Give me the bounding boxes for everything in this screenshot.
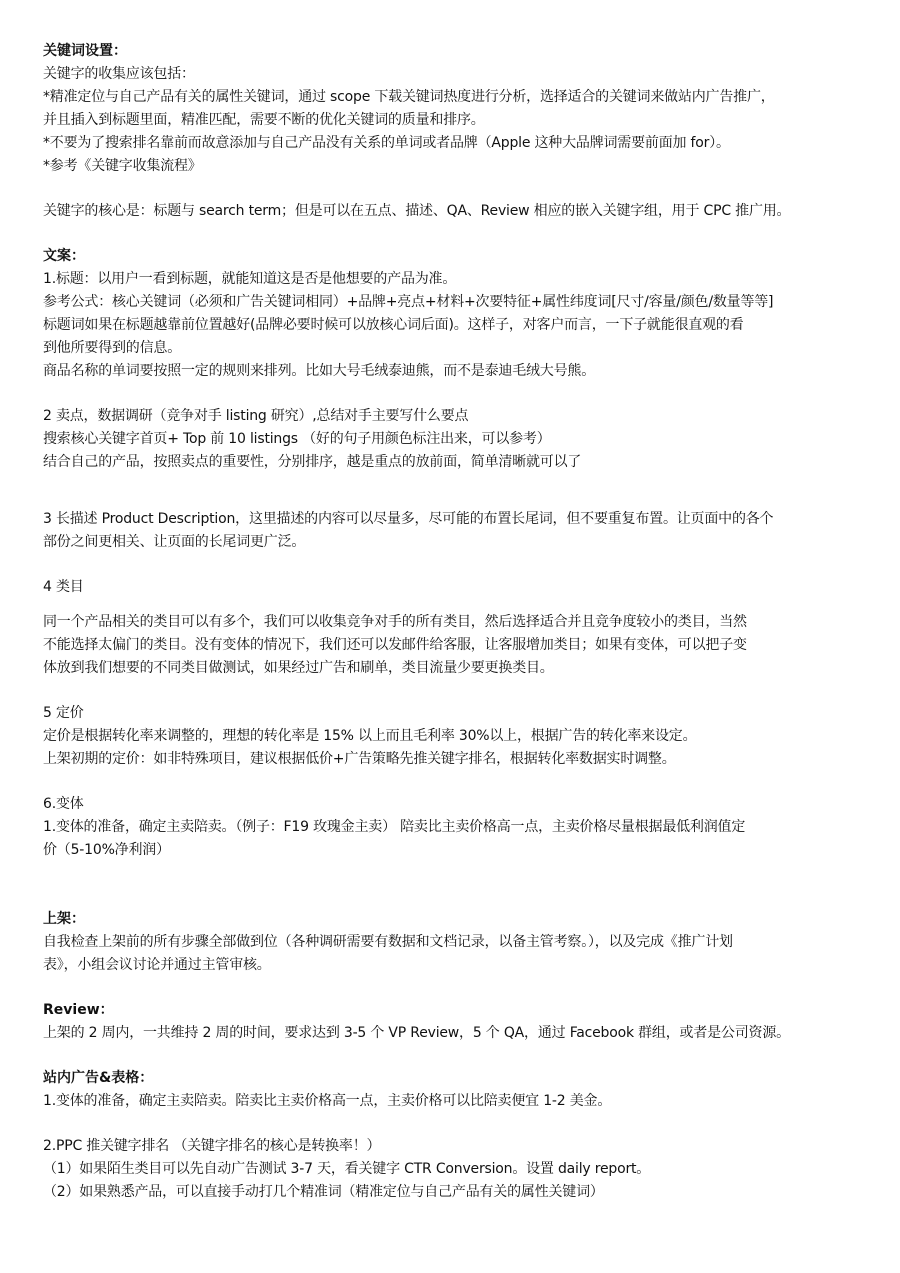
copy-selling-line: 2 卖点，数据调研（竞争对手 listing 研究）,总结对手主要写什么要点 xyxy=(43,408,469,424)
copy-pricing-line: 上架初期的定价：如非特殊项目，建议根据低价+广告策略先推关键字排名，根据转化率数据实时调整。 xyxy=(43,751,676,767)
copy-description-line: 3 长描述 Product Description，这里描述的内容可以尽量多，尽可能的布置长尾词，但不要重复布置。让页面中的各个 xyxy=(43,511,774,527)
copy-title-line: 1.标题：以用户一看到标题，就能知道这是否是他想要的产品为准。 xyxy=(43,271,457,287)
ads-ppc-line: （2）如果熟悉产品，可以直接手动打几个精准词（精准定位与自己产品有关的属性关键词） xyxy=(43,1184,604,1200)
ads-heading: 站内广告&表格： xyxy=(43,1070,154,1086)
copy-category-title: 4 类目 xyxy=(43,579,84,595)
copy-formula-line: 到他所要得到的信息。 xyxy=(43,340,181,356)
copy-naming-line: 商品名称的单词要按照一定的规则来排列。比如大号毛绒泰迪熊，而不是泰迪毛绒大号熊。 xyxy=(43,363,595,379)
copy-formula-line: 参考公式：核心关键词（必须和广告关键词相同）+品牌+亮点+材料+次要特征+属性纬度词[尺寸/容量/颜色/数量等等] xyxy=(43,294,774,310)
keywords-line: 并且插入到标题里面，精准匹配，需要不断的优化关键词的质量和排序。 xyxy=(43,112,485,128)
keywords-line: *参考《关键字收集流程》 xyxy=(43,158,202,174)
copy-category-line: 同一个产品相关的类目可以有多个，我们可以收集竞争对手的所有类目，然后选择适合并且竞争度较小的类目，当然 xyxy=(43,614,747,630)
review-line: 上架的 2 周内，一共维持 2 周的时间，要求达到 3-5 个 VP Review，5 个 QA，通过 Facebook 群组，或者是公司资源。 xyxy=(43,1025,790,1041)
document-body xyxy=(43,40,873,1204)
ads-variant-line: 1.变体的准备，确定主卖陪卖。陪卖比主卖价格高一点，主卖价格可以比陪卖便宜 1-2 美金。 xyxy=(43,1093,612,1109)
copy-variant-title: 6.变体 xyxy=(43,796,84,812)
launch-line: 自我检查上架前的所有步骤全部做到位（各种调研需要有数据和文档记录，以备主管考察。），以及完成《推广计划 xyxy=(43,934,733,950)
keywords-core-line: 关键字的核心是：标题与 search term；但是可以在五点、描述、QA、Review 相应的嵌入关键字组，用于 CPC 推广用。 xyxy=(43,203,791,219)
keywords-line: *精准定位与自己产品有关的属性关键词，通过 scope 下载关键词热度进行分析，选择适合的关键词来做站内广告推广， xyxy=(43,89,775,105)
keywords-heading: 关键词设置： xyxy=(43,43,127,59)
launch-line: 表》，小组会议讨论并通过主管审核。 xyxy=(43,957,271,973)
review-heading: Review： xyxy=(43,1002,114,1018)
copy-formula-line: 标题词如果在标题越靠前位置越好(品牌必要时候可以放核心词后面)。这样子，对客户而言，一下子就能很直观的看 xyxy=(43,317,744,333)
keywords-line: *不要为了搜索排名靠前而故意添加与自己产品没有关系的单词或者品牌（Apple 这种大品牌词需要前面加 for）。 xyxy=(43,135,730,151)
copy-category-line: 体放到我们想要的不同类目做测试，如果经过广告和刷单，类目流量少要更换类目。 xyxy=(43,660,554,676)
copy-description-line: 部份之间更相关、让页面的长尾词更广泛。 xyxy=(43,534,306,550)
ads-ppc-line: 2.PPC 推关键字排名 （关键字排名的核心是转换率！） xyxy=(43,1138,381,1154)
ads-ppc-line: （1）如果陌生类目可以先自动广告测试 3-7 天，看关键字 CTR Conversion。设置 daily report。 xyxy=(43,1161,651,1177)
launch-heading: 上架： xyxy=(43,911,85,927)
copy-category-line: 不能选择太偏门的类目。没有变体的情况下，我们还可以发邮件给客服，让客服增加类目；如果有变体，可以把子变 xyxy=(43,637,747,653)
copy-pricing-title: 5 定价 xyxy=(43,705,84,721)
copy-selling-line: 搜索核心关键字首页+ Top 前 10 listings （好的句子用颜色标注出来，可以参考） xyxy=(43,431,551,447)
keywords-line: 关键字的收集应该包括： xyxy=(43,66,195,82)
copy-variant-line: 价（5-10%净利润） xyxy=(43,842,170,858)
copy-pricing-line: 定价是根据转化率来调整的，理想的转化率是 15% 以上而且毛利率 30%以上，根据广告的转化率来设定。 xyxy=(43,728,697,744)
copy-variant-line: 1.变体的准备，确定主卖陪卖。（例子：F19 玫瑰金主卖） 陪卖比主卖价格高一点，主卖价格尽量根据最低利润值定 xyxy=(43,819,746,835)
copy-selling-line: 结合自己的产品，按照卖点的重要性，分别排序，越是重点的放前面，简单清晰就可以了 xyxy=(43,454,582,470)
copy-heading: 文案： xyxy=(43,248,85,264)
